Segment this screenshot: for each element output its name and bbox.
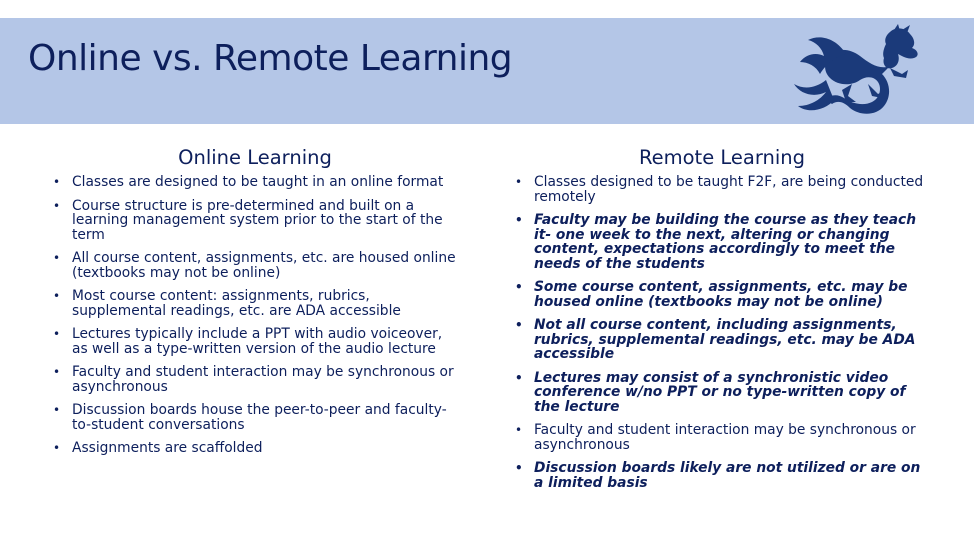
list-item: • Faculty may be building the course as they teach it- one week to the next, altering or changing content, expectations accordingly to meet the needs of the students bbox=[515, 212, 917, 272]
list-item: • Discussion boards house the peer-to-peer and faculty-to-student conversations bbox=[53, 402, 447, 433]
online-learning-list bbox=[50, 175, 460, 456]
list-item: • Classes designed to be taught F2F, are being conducted remotely bbox=[515, 174, 924, 205]
dragon-logo-icon bbox=[786, 24, 920, 120]
list-item: • Lectures may consist of a synchronistic video conference w/no PPT or no type-written copy of the lecture bbox=[515, 369, 906, 415]
remote-learning-heading: Remote Learning bbox=[638, 146, 806, 169]
list-item: • Lectures typically include a PPT with audio voiceover, as well as a type-written version of the audio lecture bbox=[53, 326, 443, 357]
list-item: • All course content, assignments, etc. are housed online (textbooks may not be online) bbox=[53, 250, 456, 281]
online-learning-heading: Online Learning bbox=[178, 146, 332, 169]
list-item: • Faculty and student interaction may be synchronous or asynchronous bbox=[515, 422, 916, 453]
slide-title: Online vs. Remote Learning bbox=[28, 38, 513, 79]
remote-learning-column bbox=[512, 146, 932, 499]
list-item: • Discussion boards likely are not utilized or are on a limited basis bbox=[515, 460, 921, 491]
list-item: • Not all course content, including assignments, rubrics, supplemental readings, etc. may be ADA accessible bbox=[515, 317, 916, 362]
list-item: • Some course content, assignments, etc. may be housed online (textbooks may not be online) bbox=[515, 279, 908, 310]
list-item: • Faculty and student interaction may be synchronous or asynchronous bbox=[53, 364, 454, 395]
list-item: • Assignments are scaffolded bbox=[53, 440, 263, 456]
list-item: • Classes are designed to be taught in an online format bbox=[53, 174, 444, 190]
list-item: • Course structure is pre-determined and built on a learning management system prior to the start of the term bbox=[53, 197, 443, 243]
remote-learning-list bbox=[512, 175, 932, 490]
online-learning-column bbox=[50, 146, 460, 465]
title-band bbox=[0, 18, 974, 124]
list-item: • Most course content: assignments, rubrics, supplemental readings, etc. are ADA accessible bbox=[53, 288, 401, 319]
